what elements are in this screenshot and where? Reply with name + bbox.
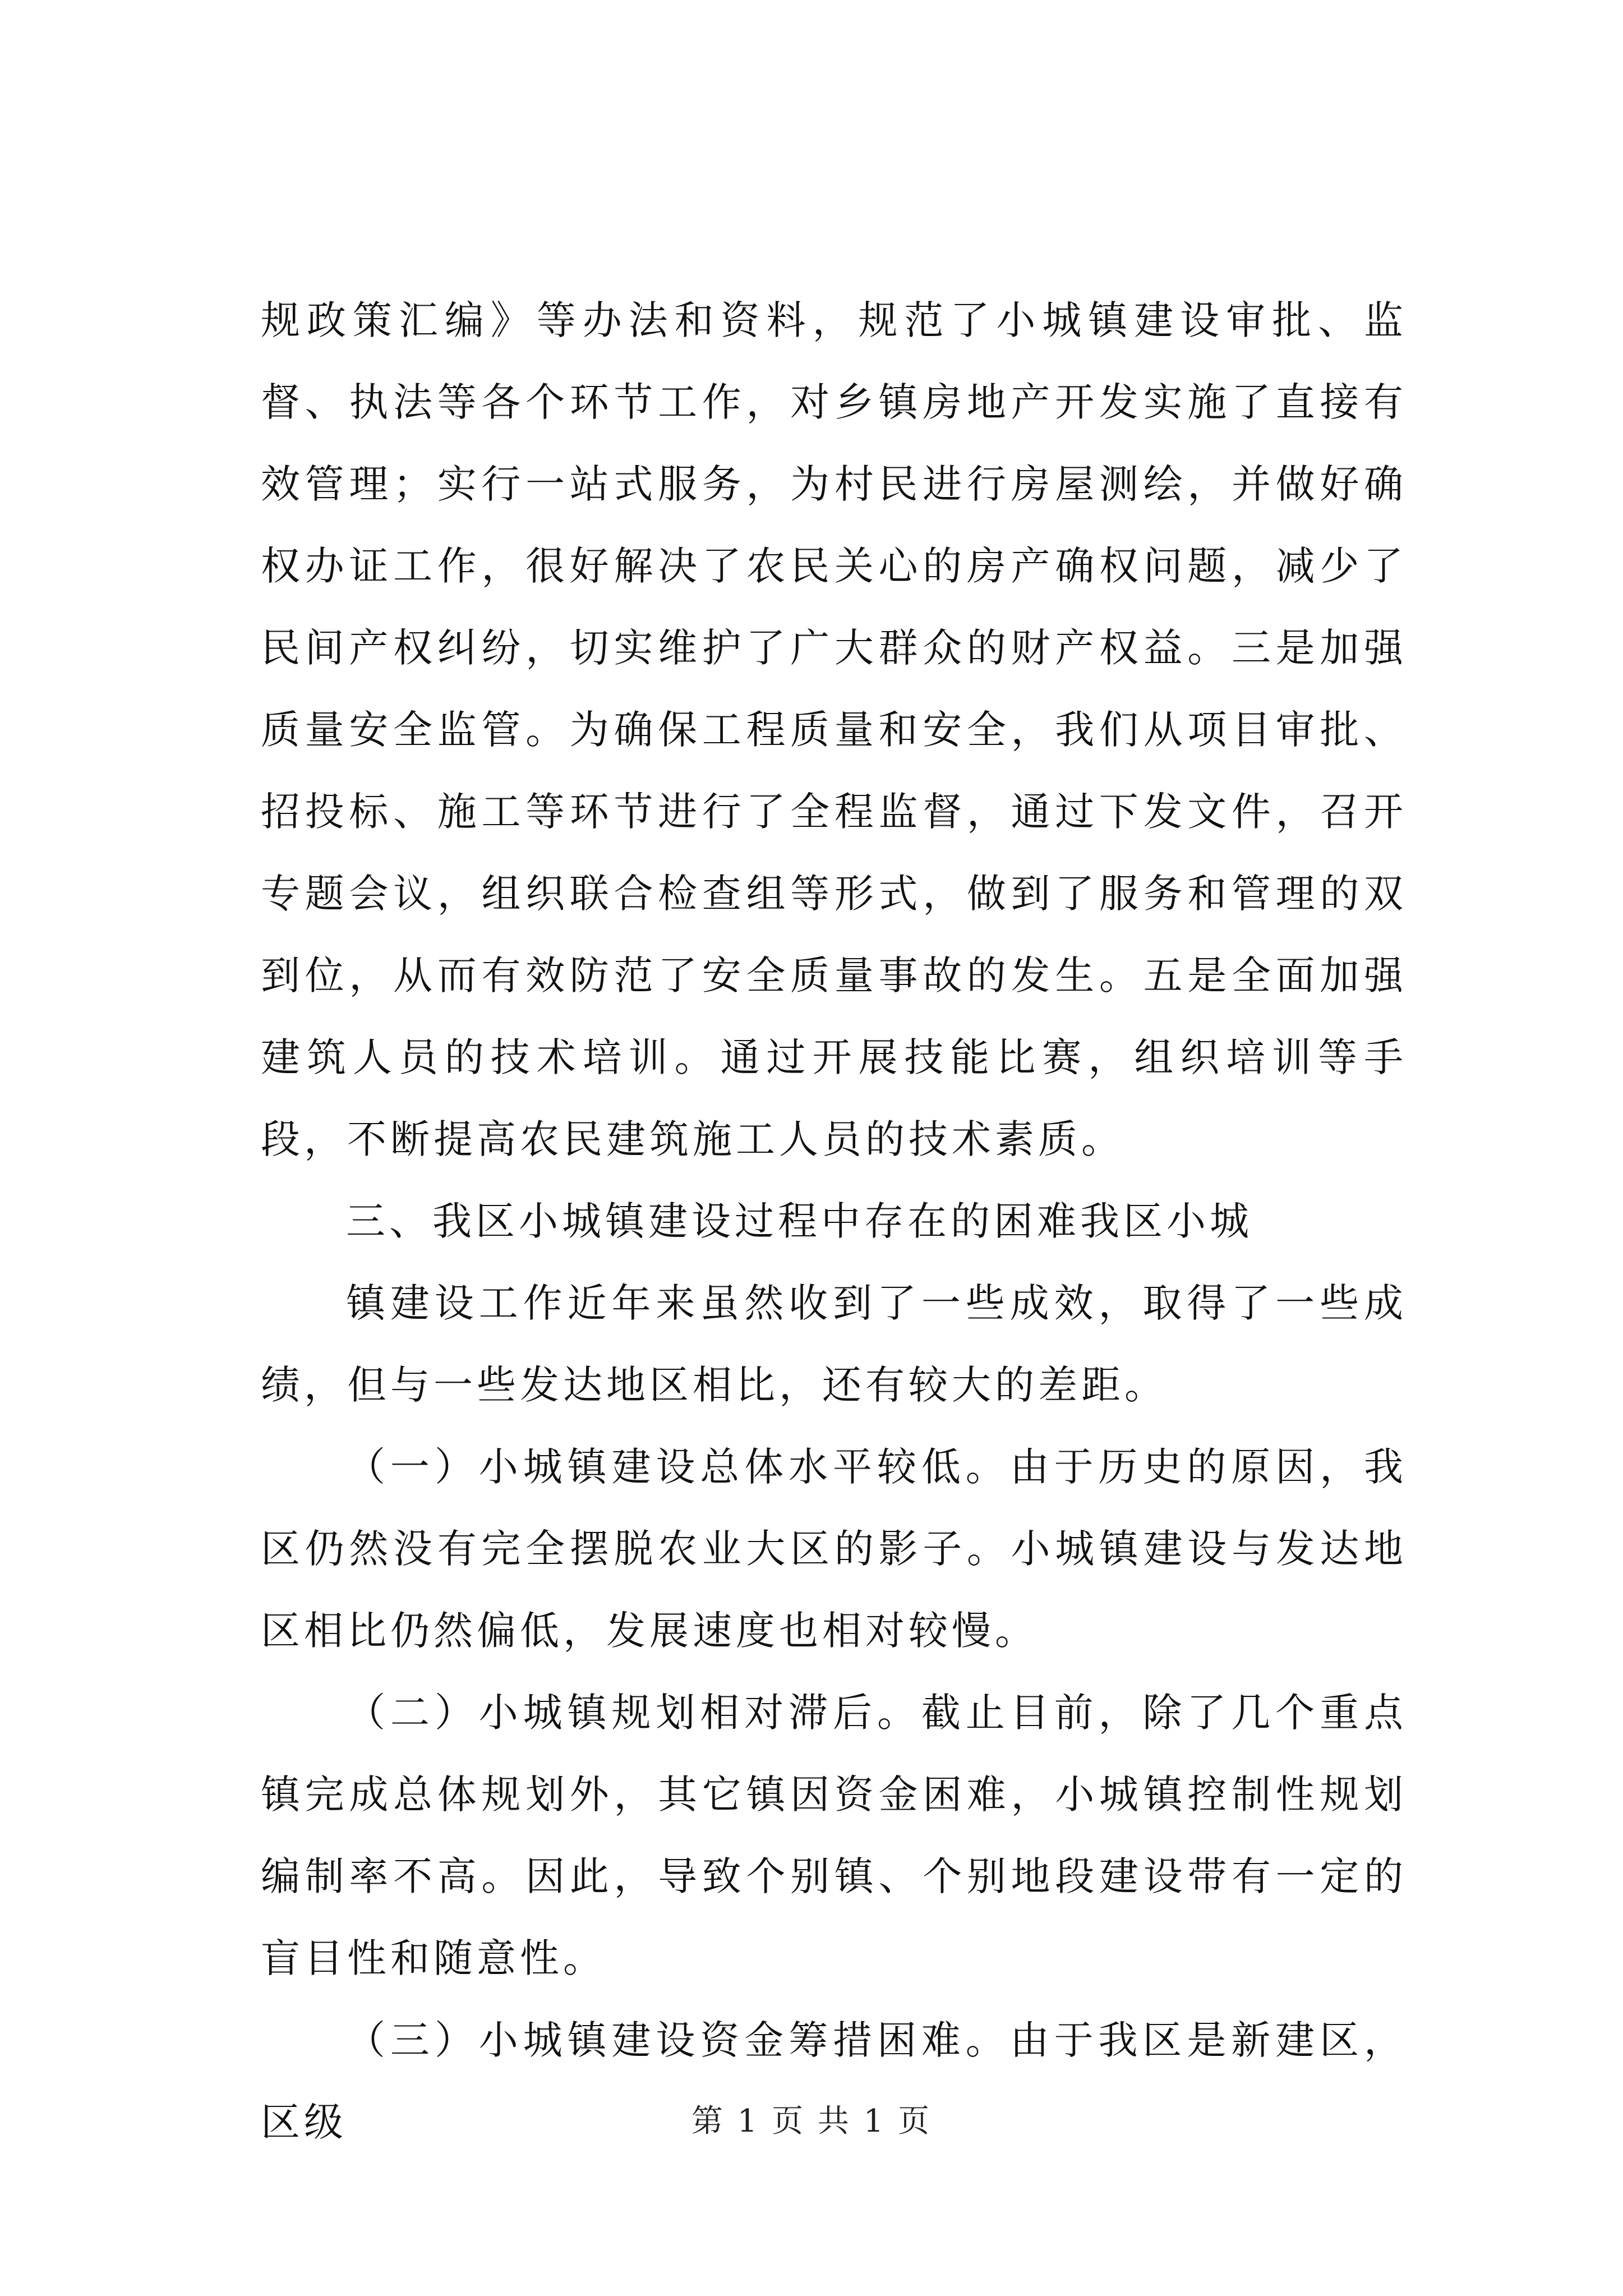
section-heading: 三、我区小城镇建设过程中存在的困难我区小城: [346, 1198, 1253, 1244]
paragraph-4: （一）小城镇建设总体水平较低。由于历史的原因，我区仍然没有完全摆脱农业大区的影子。小城镇建设与发达地区相比仍然偏低，发展速度也相对较慢。: [261, 1444, 1407, 1654]
document-body: [261, 279, 1407, 2163]
paragraph-1: 规政策汇编》等办法和资料，规范了小城镇建设审批、监督、执法等各个环节工作，对乡镇房地产开发实施了直接有效管理；实行一站式服务，为村民进行房屋测绘，并做好确权办证工作，很好解决了农民关心的房产确权问题，减少了民间产权纠纷，切实维护了广大群众的财产权益。三是加强质量安全监管。为确保工程质量和安全，我们从项目审批、招投标、施工等环节进行了全程监督，通过下发文件，召开专题会议，组织联合检查组等形式，做到了服务和管理的双到位，从而有效防范了安全质量事故的发生。五是全面加强建筑人员的技术培训。通过开展技能比赛，组织培训等手段，不断提高农民建筑施工人员的技术素质。: [261, 297, 1407, 1162]
page-number-footer: 第 1 页 共 1 页: [691, 2103, 932, 2139]
paragraph-5: （二）小城镇规划相对滞后。截止目前，除了几个重点镇完成总体规划外，其它镇因资金困难，小城镇控制性规划编制率不高。因此，导致个别镇、个别地段建设带有一定的盲目性和随意性。: [261, 1690, 1407, 1981]
paragraph-6: （三）小城镇建设资金筹措困难。由于我区是新建区，区级: [261, 2017, 1407, 2145]
paragraph-3: 镇建设工作近年来虽然收到了一些成效，取得了一些成绩，但与一些发达地区相比，还有较大的差距。: [261, 1280, 1407, 1408]
